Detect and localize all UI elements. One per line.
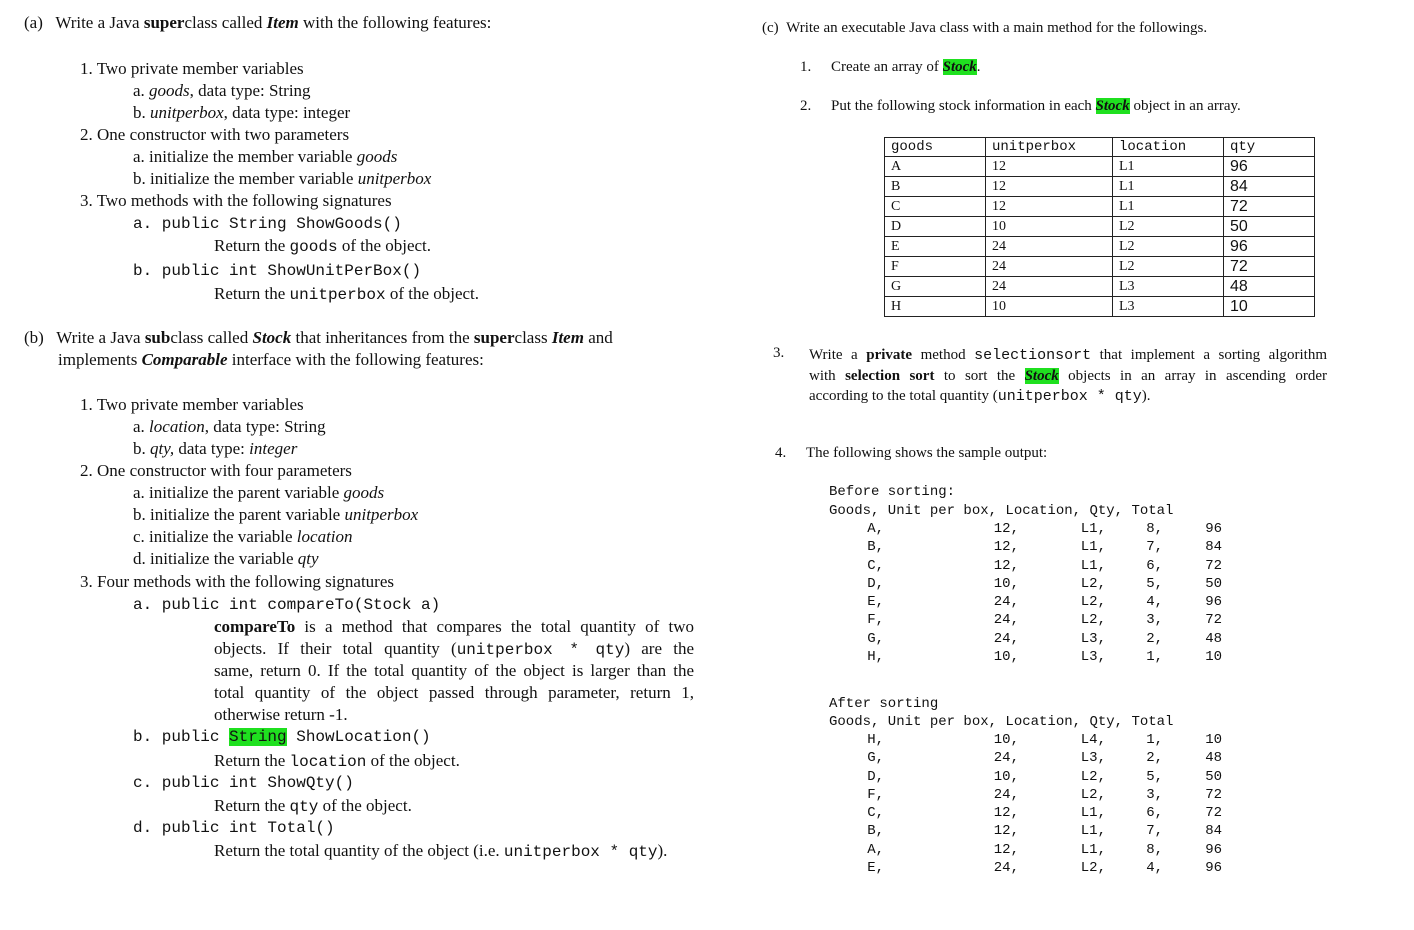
text: super [143, 13, 185, 32]
out-unitperbox-column [994, 731, 1019, 877]
part-a-item-1a [133, 80, 311, 102]
part-a-item-1: 1. Two private member variables [80, 59, 304, 78]
out-qty: 1, [1146, 732, 1163, 748]
cell-goods: F [885, 257, 986, 277]
text: b. public [133, 728, 230, 746]
cell-unitperbox: 10 [986, 297, 1113, 317]
table-row [885, 217, 1315, 237]
text: goods [149, 81, 190, 100]
part-b-item-2a [133, 482, 384, 504]
text: unitperbox * qty [997, 388, 1142, 405]
text: objects. If their total quantity ( [214, 639, 457, 658]
highlighted-type: String [229, 728, 287, 746]
step-3-line-1 [809, 345, 1327, 366]
out-total: 50 [1205, 768, 1222, 785]
text: b. [133, 439, 150, 458]
cell-qty: 96 [1224, 237, 1315, 257]
out-goods: B, [867, 823, 884, 840]
out-qty: 5, [1146, 575, 1163, 592]
part-a-label: (a) [24, 13, 43, 32]
out-location: L1, [1080, 823, 1106, 840]
out-goods: F, [867, 612, 884, 629]
out-location: L1, [1080, 557, 1106, 574]
out-location: L2, [1080, 768, 1106, 785]
out-goods: G, [867, 750, 884, 767]
part-a-item-2a [133, 146, 397, 168]
part-b-item-2d [133, 548, 319, 570]
text: integer [249, 439, 298, 458]
out-unitperbox: 24, [993, 786, 1019, 803]
out-total: 72 [1205, 612, 1222, 629]
text: of the object. [318, 796, 412, 815]
out-goods: E, [867, 594, 884, 611]
text: class called [170, 328, 253, 347]
cell-qty: 72 [1224, 197, 1315, 217]
out-unitperbox: 24, [993, 594, 1019, 611]
text: goods [356, 147, 398, 166]
text: a. initialize the parent variable [133, 483, 344, 502]
part-a-item-2b [133, 168, 431, 190]
cell-goods: G [885, 277, 986, 297]
cell-goods: A [885, 157, 986, 177]
out-qty: 7, [1146, 539, 1163, 556]
part-c-label: (c) [762, 20, 779, 36]
out-qty: 1, [1146, 649, 1163, 666]
out-qty: 8, [1146, 521, 1163, 537]
out-total: 96 [1205, 521, 1222, 537]
text: private [866, 347, 913, 363]
out-unitperbox: 12, [993, 823, 1019, 840]
out-qty: 4, [1146, 594, 1163, 611]
text: Return the [214, 751, 290, 770]
text: class called [184, 13, 267, 32]
text: Return the [214, 284, 290, 303]
step-3-line-2 [809, 366, 1327, 386]
out-unitperbox: 12, [993, 805, 1019, 822]
text: . [976, 59, 981, 75]
column-header-unitperbox: unitperbox [986, 138, 1113, 157]
after-sorting-title: After sorting [829, 696, 939, 712]
table-header-row [885, 138, 1315, 157]
text: , data type: String [189, 81, 311, 100]
table-row [885, 257, 1315, 277]
part-b-method-total-desc [214, 840, 667, 863]
out-qty: 4, [1146, 860, 1163, 877]
part-b-item-1: 1. Two private member variables [80, 395, 304, 414]
part-c-step-4-num: 4. [775, 445, 787, 461]
text: , data type: String [204, 417, 326, 436]
text: a. [133, 81, 150, 100]
text: b. [133, 103, 150, 122]
cell-goods: D [885, 217, 986, 237]
cell-qty: 96 [1224, 157, 1315, 177]
text: goods [343, 483, 385, 502]
part-b-heading-line1 [24, 327, 613, 349]
part-c-step-2 [831, 98, 1241, 115]
out-total: 72 [1205, 786, 1222, 803]
text: according to the total quantity ( [809, 388, 998, 404]
text: Create an array of [831, 59, 943, 75]
cell-qty: 48 [1224, 277, 1315, 297]
out-goods: C, [867, 805, 884, 822]
out-total: 10 [1205, 649, 1222, 666]
out-qty: 3, [1146, 786, 1163, 803]
out-total: 50 [1205, 575, 1222, 592]
out-qty-column [1146, 520, 1163, 666]
out-total: 96 [1205, 860, 1222, 877]
part-c-step-3 [809, 345, 1327, 407]
text: ShowLocation() [286, 728, 431, 746]
table-row [885, 177, 1315, 197]
part-c-step-2-num: 2. [800, 98, 812, 114]
part-b-method-showlocation [133, 726, 431, 748]
text: implements [58, 350, 142, 369]
part-a-method-showunitperbox: b. public int ShowUnitPerBox() [133, 262, 422, 280]
text: Return the [214, 236, 290, 255]
out-goods: G, [867, 630, 884, 647]
text: a. initialize the member variable [133, 147, 357, 166]
text: super [473, 328, 515, 347]
cell-qty: 72 [1224, 257, 1315, 277]
text: and [583, 328, 613, 347]
out-goods-column [867, 731, 884, 877]
out-total: 84 [1205, 539, 1222, 556]
out-goods: E, [867, 860, 884, 877]
text: ). [1141, 388, 1151, 404]
part-b-compareto-desc [214, 616, 694, 726]
out-qty: 2, [1146, 630, 1163, 647]
part-b-item-2c [133, 526, 353, 548]
part-c-step-4: The following shows the sample output: [806, 445, 1048, 461]
out-unitperbox: 12, [993, 557, 1019, 574]
text: d. initialize the variable [133, 549, 298, 568]
text: c. initialize the variable [133, 527, 297, 546]
out-location: L2, [1080, 594, 1106, 611]
part-b-item-2: 2. One constructor with four parameters [80, 461, 352, 480]
cell-qty: 50 [1224, 217, 1315, 237]
highlighted-class: Stock [1095, 98, 1130, 114]
text: to sort the [934, 368, 1025, 384]
text: b. initialize the parent variable [133, 505, 345, 524]
out-location: L1, [1080, 841, 1106, 858]
out-unitperbox: 10, [993, 732, 1019, 748]
out-goods: A, [867, 841, 884, 858]
out-goods: C, [867, 557, 884, 574]
text: is a method that compares the total quantity of two [295, 617, 694, 636]
part-b-method-showlocation-desc [214, 750, 460, 773]
text: goods [289, 238, 338, 256]
cell-location: L1 [1113, 177, 1224, 197]
class-name: Item [551, 328, 584, 347]
out-location: L2, [1080, 786, 1106, 803]
out-qty: 6, [1146, 557, 1163, 574]
text: location [149, 417, 205, 436]
part-a-item-3: 3. Two methods with the following signatures [80, 191, 392, 210]
cell-qty: 10 [1224, 297, 1315, 317]
out-total: 84 [1205, 823, 1222, 840]
desc-line-2 [214, 638, 694, 660]
stock-table [884, 137, 1315, 317]
part-c-step-3-num: 3. [773, 345, 785, 361]
part-b-item-1b [133, 438, 297, 460]
out-unitperbox: 10, [993, 575, 1019, 592]
part-b-method-showqty-desc [214, 795, 412, 818]
out-total: 48 [1205, 750, 1222, 767]
table-row [885, 277, 1315, 297]
cell-location: L1 [1113, 197, 1224, 217]
out-unitperbox: 10, [993, 649, 1019, 666]
text: compareTo [214, 617, 296, 636]
cell-unitperbox: 12 [986, 157, 1113, 177]
text: Put the following stock information in each [831, 98, 1096, 114]
out-total: 48 [1205, 630, 1222, 647]
part-b-item-3: 3. Four methods with the following signatures [80, 572, 395, 591]
out-location: L4, [1080, 732, 1106, 748]
part-c-step-1 [831, 59, 981, 76]
cell-goods: B [885, 177, 986, 197]
text: ). [657, 841, 668, 860]
cell-location: L3 [1113, 277, 1224, 297]
out-goods-column [867, 520, 884, 666]
out-unitperbox: 24, [993, 860, 1019, 877]
text: a. [133, 417, 150, 436]
text: location [289, 753, 367, 771]
out-unitperbox: 24, [993, 612, 1019, 629]
cell-goods: H [885, 297, 986, 317]
table-row [885, 197, 1315, 217]
out-location: L2, [1080, 575, 1106, 592]
part-a-heading [24, 12, 491, 34]
out-location: L2, [1080, 860, 1106, 877]
text: qty [289, 798, 319, 816]
out-qty: 5, [1146, 768, 1163, 785]
out-goods: D, [867, 575, 884, 592]
out-location-column [1081, 520, 1106, 666]
out-total: 96 [1205, 841, 1222, 858]
text: Write a Java [55, 13, 144, 32]
cell-unitperbox: 10 [986, 217, 1113, 237]
cell-unitperbox: 12 [986, 177, 1113, 197]
text: with [809, 368, 846, 384]
out-goods: F, [867, 786, 884, 803]
part-b-item-1a [133, 416, 326, 438]
desc-line-1 [214, 616, 694, 638]
text: of the object. [385, 284, 480, 303]
out-location: L2, [1080, 612, 1106, 629]
text: selection sort [845, 368, 935, 384]
out-unitperbox: 24, [993, 750, 1019, 767]
out-unitperbox: 10, [993, 768, 1019, 785]
text: Return the total quantity of the object (i.e. [214, 841, 504, 860]
text: , data type: integer [223, 103, 351, 122]
text: that inheritances from the [291, 328, 474, 347]
part-a-item-2: 2. One constructor with two parameters [80, 125, 350, 144]
before-sorting-header: Goods, Unit per box, Location, Qty, Total [829, 503, 1174, 519]
class-name: Stock [252, 328, 292, 347]
part-b-heading-line2 [58, 349, 484, 371]
cell-unitperbox: 24 [986, 257, 1113, 277]
out-goods: D, [867, 768, 884, 785]
cell-unitperbox: 12 [986, 197, 1113, 217]
cell-location: L3 [1113, 297, 1224, 317]
text: unitperbox [357, 169, 432, 188]
text: ) are the [624, 639, 695, 658]
text: unitperbox [289, 286, 386, 304]
text: unitperbox [344, 505, 419, 524]
text: that implement a sorting algorithm [1091, 347, 1327, 363]
out-unitperbox: 12, [993, 841, 1019, 858]
out-total: 10 [1205, 732, 1222, 748]
part-a-method-showgoods-desc [214, 235, 431, 258]
out-location: L1, [1080, 521, 1106, 537]
table-row [885, 297, 1315, 317]
out-qty: 3, [1146, 612, 1163, 629]
cell-unitperbox: 24 [986, 237, 1113, 257]
text: unitperbox [150, 103, 224, 122]
text: with the following features: [298, 13, 492, 32]
text: b. initialize the member variable [133, 169, 358, 188]
cell-goods: E [885, 237, 986, 257]
text: qty [297, 549, 319, 568]
out-unitperbox-column [994, 520, 1019, 666]
part-b-item-2b [133, 504, 418, 526]
cell-location: L2 [1113, 217, 1224, 237]
text: object in an array. [1129, 98, 1241, 114]
text: method [912, 347, 975, 363]
text: interface with the following features: [227, 350, 484, 369]
step-3-line-3 [809, 386, 1327, 407]
text: objects in an array in ascending order [1058, 368, 1327, 384]
text: qty, [150, 439, 175, 458]
cell-location: L2 [1113, 257, 1224, 277]
out-goods: H, [867, 649, 884, 666]
out-goods: A, [867, 521, 884, 537]
column-header-location: location [1113, 138, 1224, 157]
interface-name: Comparable [141, 350, 228, 369]
part-c-step-1-num: 1. [800, 59, 812, 75]
out-location: L1, [1080, 805, 1106, 822]
out-total-column [1205, 520, 1222, 666]
out-qty: 8, [1146, 841, 1163, 858]
text: Return the [214, 796, 290, 815]
out-goods: B, [867, 539, 884, 556]
out-total-column [1205, 731, 1222, 877]
out-goods: H, [867, 732, 884, 748]
out-total: 96 [1205, 594, 1222, 611]
out-qty-column [1146, 731, 1163, 877]
text: of the object. [366, 751, 460, 770]
before-sorting-title: Before sorting: [829, 484, 956, 500]
table-row [885, 237, 1315, 257]
out-location: L3, [1080, 630, 1106, 647]
desc-line-3: same, return 0. If the total quantity of the object is larger than the [214, 661, 694, 680]
out-qty: 7, [1146, 823, 1163, 840]
part-b-label: (b) [24, 328, 44, 347]
text: unitperbox * qty [503, 843, 658, 861]
text: class [514, 328, 552, 347]
out-unitperbox: 24, [993, 630, 1019, 647]
cell-unitperbox: 24 [986, 277, 1113, 297]
out-total: 72 [1205, 557, 1222, 574]
out-qty: 6, [1146, 805, 1163, 822]
text: data type: [174, 439, 250, 458]
text: of the object. [337, 236, 432, 255]
table-body [885, 157, 1315, 317]
out-unitperbox: 12, [993, 521, 1019, 537]
text: location [296, 527, 353, 546]
column-header-goods: goods [885, 138, 986, 157]
highlighted-class: Stock [942, 59, 977, 75]
text: sub [144, 328, 171, 347]
class-name: Item [266, 13, 299, 32]
part-b-method-compareto: a. public int compareTo(Stock a) [133, 596, 441, 614]
out-total: 72 [1205, 805, 1222, 822]
part-a-method-showunitperbox-desc [214, 283, 479, 306]
text: Write an executable Java class with a main method for the followings. [786, 20, 1208, 36]
text: Write a [809, 347, 867, 363]
cell-qty: 84 [1224, 177, 1315, 197]
out-location: L1, [1080, 539, 1106, 556]
cell-goods: C [885, 197, 986, 217]
text: Write a Java [56, 328, 145, 347]
after-sorting-header: Goods, Unit per box, Location, Qty, Total [829, 714, 1174, 730]
out-location: L3, [1080, 750, 1106, 767]
part-b-method-total: d. public int Total() [133, 819, 335, 837]
out-unitperbox: 12, [993, 539, 1019, 556]
part-a-method-showgoods: a. public String ShowGoods() [133, 215, 402, 233]
highlighted-class: Stock [1024, 368, 1059, 384]
text: selectionsort [974, 347, 1092, 364]
cell-location: L1 [1113, 157, 1224, 177]
desc-line-5: otherwise return -1. [214, 705, 348, 724]
part-b-method-showqty: c. public int ShowQty() [133, 774, 354, 792]
part-a-item-1b [133, 102, 350, 124]
part-c-heading [762, 20, 1207, 37]
out-qty: 2, [1146, 750, 1163, 767]
table-row [885, 157, 1315, 177]
column-header-qty: qty [1224, 138, 1315, 157]
desc-line-4: total quantity of the object passed through parameter, return 1, [214, 683, 694, 702]
text: unitperbox * qty [456, 641, 625, 659]
out-location: L3, [1080, 649, 1106, 666]
out-location-column [1081, 731, 1106, 877]
cell-location: L2 [1113, 237, 1224, 257]
